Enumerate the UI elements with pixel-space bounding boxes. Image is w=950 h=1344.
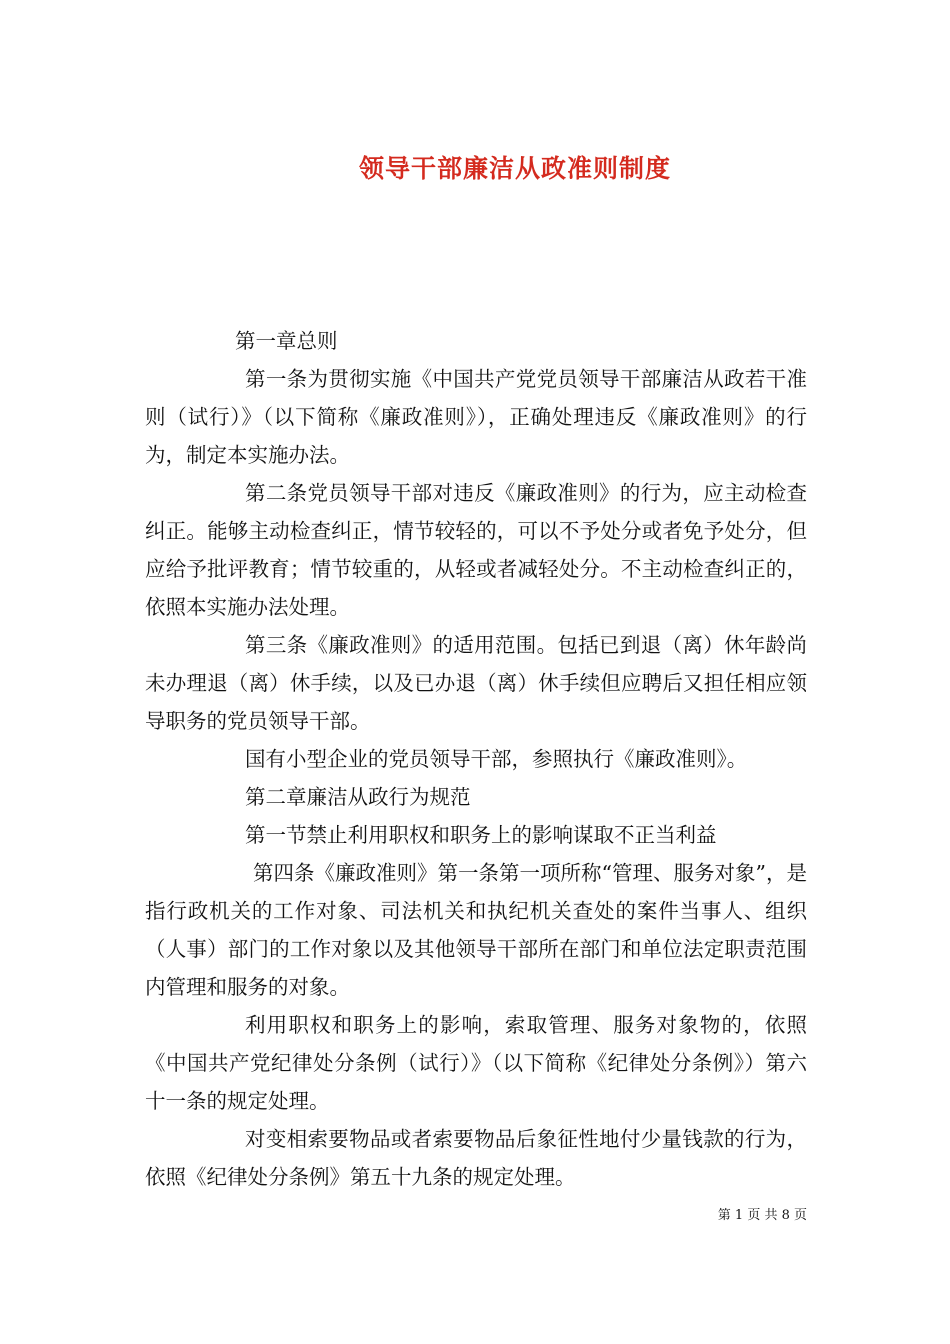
article-4-clause-3: 对变相索要物品或者索要物品后象征性地付少量钱款的行为，依照《纪律处分条例》第五十九条的规定处理。 [145,1127,807,1189]
document-body [145,322,807,1196]
article-4-clause-2: 利用职权和职务上的影响，索取管理、服务对象物的，依照《中国共产党纪律处分条例（试行）》（以下简称《纪律处分条例》）第六十一条的规定处理。 [145,1013,807,1113]
chapter-heading-1: 第一章总则 [235,329,338,353]
article-1: 第一条为贯彻实施《中国共产党党员领导干部廉洁从政若干准则（试行）》（以下简称《廉政准则》），正确处理违反《廉政准则》的行为，制定本实施办法。 [145,367,807,467]
article-2: 第二条党员领导干部对违反《廉政准则》的行为，应主动检查纠正。能够主动检查纠正，情节较轻的，可以不予处分或者免予处分，但应给予批评教育；情节较重的，从轻或者减轻处分。不主动检查纠正的，依照本实施办法处理。 [145,481,807,619]
article-3-supplement: 国有小型企业的党员领导干部，参照执行《廉政准则》。 [245,747,748,771]
section-heading-1: 第一节禁止利用职权和职务上的影响谋取不正当利益 [245,823,717,847]
article-4: 第四条《廉政准则》第一条第一项所称“管理、服务对象”，是指行政机关的工作对象、司法机关和执纪机关查处的案件当事人、组织（人事）部门的工作对象以及其他领导干部所在部门和单位法定职责范围内管理和服务的对象。 [145,861,807,999]
article-3: 第三条《廉政准则》的适用范围。包括已到退（离）休年龄尚未办理退（离）休手续，以及已办退（离）休手续但应聘后又担任相应领导职务的党员领导干部。 [145,633,807,733]
document-title: 领导干部廉洁从政准则制度 [358,153,671,183]
chapter-heading-2: 第二章廉洁从政行为规范 [245,785,471,809]
page-number-footer: 第 1 页 共 8 页 [717,1208,807,1223]
